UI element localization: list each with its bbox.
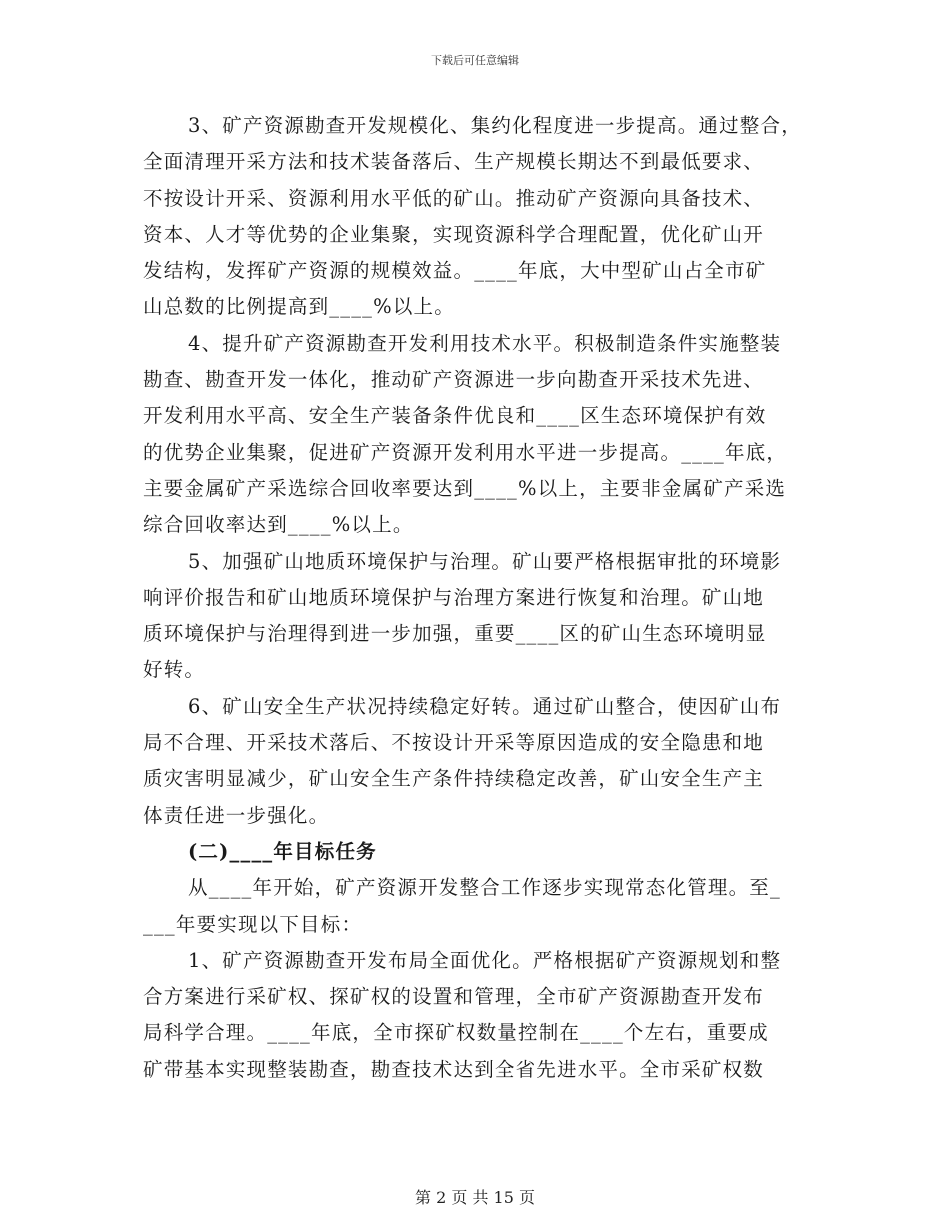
text-line: 质环境保护与治理得到进一步加强，重要____区的矿山生态环境明显: [143, 622, 767, 646]
text-line: 山总数的比例提高到____%以上。: [143, 295, 455, 319]
text-line: 质灾害明显减少，矿山安全生产条件持续稳定改善，矿山安全生产主: [143, 767, 765, 791]
text-line: 好转。: [143, 658, 206, 682]
document-body: [143, 108, 823, 1088]
text-line: 响评价报告和矿山地质环境保护与治理方案进行恢复和治理。矿山地: [143, 585, 765, 609]
text-line: 主要金属矿产采选综合回收率要达到____%以上，主要非金属矿产采选: [143, 476, 787, 500]
text-line: 矿带基本实现整装勘查，勘查技术达到全省先进水平。全市采矿权数: [143, 1057, 765, 1081]
text-line: ___年要实现以下目标：: [143, 912, 363, 936]
text-line: 从____年开始，矿产资源开发整合工作逐步实现常态化管理。至_: [188, 876, 781, 900]
text-line: 合方案进行采矿权、探矿权的设置和管理，全市矿产资源勘查开发布: [143, 985, 765, 1009]
text-line: (二)____年目标任务: [188, 839, 377, 863]
text-line: 开发利用水平高、安全生产装备条件优良和____区生态环境保护有效: [143, 404, 767, 428]
text-line: 局科学合理。____年底，全市探矿权数量控制在____个左右，重要成: [143, 1021, 769, 1045]
text-line: 全面清理开采方法和技术装备落后、生产规模长期达不到最低要求、: [143, 150, 765, 174]
text-line: 发结构，发挥矿产资源的规模效益。____年底，大中型矿山占全市矿: [143, 259, 767, 283]
text-line: 4、提升矿产资源勘查开发利用技术水平。积极制造条件实施整装: [188, 331, 782, 355]
text-line: 1、矿产资源勘查开发布局全面优化。严格根据矿产资源规划和整: [188, 948, 782, 972]
text-line: 6、矿山安全生产状况持续稳定好转。通过矿山整合，使因矿山布: [188, 694, 782, 718]
page-footer: 第 2 页 共 15 页: [415, 1188, 535, 1207]
text-line: 5、加强矿山地质环境保护与治理。矿山要严格根据审批的环境影: [188, 549, 782, 573]
text-line: 综合回收率达到____%以上。: [143, 513, 414, 537]
text-line: 体责任进一步强化。: [143, 803, 330, 827]
text-line: 3、矿产资源勘查开发规模化、集约化程度进一步提高。通过整合，: [188, 114, 802, 137]
text-line: 资本、人才等优势的企业集聚，实现资源科学合理配置，优化矿山开: [143, 222, 765, 246]
text-line: 的优势企业集聚，促进矿产资源开发利用水平进一步提高。____年底，: [143, 440, 788, 464]
page-header: 下载后可任意编辑: [431, 54, 519, 67]
text-line: 不按设计开采、资源利用水平低的矿山。推动矿产资源向具备技术、: [143, 186, 765, 210]
text-line: 局不合理、开采技术落后、不按设计开采等原因造成的安全隐患和地: [143, 731, 765, 755]
text-line: 勘查、勘查开发一体化，推动矿产资源进一步向勘查开采技术先进、: [143, 368, 765, 392]
